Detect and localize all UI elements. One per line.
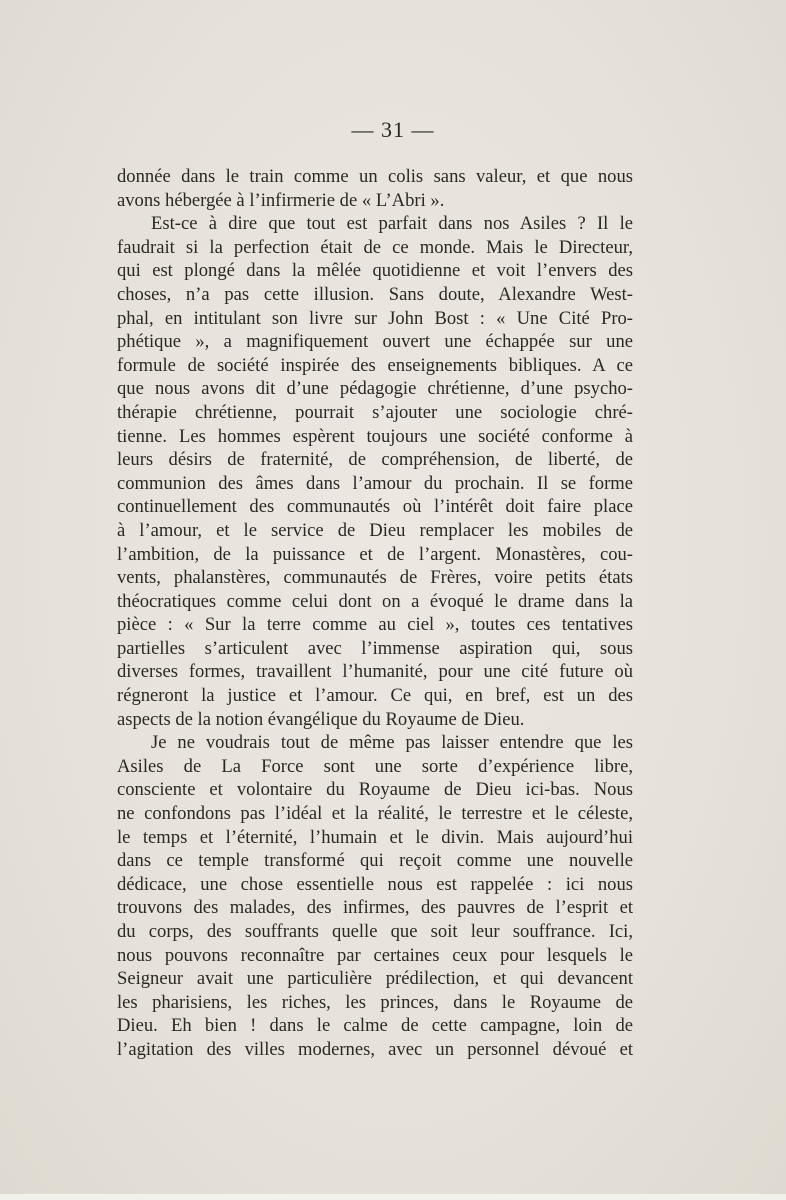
text-line: avons hébergée à l’infirmerie de « L’Abri ». <box>117 189 445 211</box>
text-line: Je ne voudrais tout de même pas laisser entendre que les <box>151 732 633 754</box>
text-line: Asiles de La Force sont une sorte d’expérience libre, <box>117 755 633 777</box>
text-line: formule de société inspirée des enseignements bibliques. A ce <box>117 354 633 376</box>
text-line: que nous avons dit d’une pédagogie chrétienne, d’une psycho- <box>117 378 633 400</box>
text-line: trouvons des malades, des infirmes, des pauvres de l’esprit et <box>117 897 633 919</box>
text-line: dans ce temple transformé qui reçoit comme une nouvelle <box>117 850 633 872</box>
text-line: choses, n’a pas cette illusion. Sans doute, Alexandre West- <box>117 283 633 305</box>
text-line: leurs désirs de fraternité, de compréhension, de liberté, de <box>117 449 633 471</box>
text-line: partielles s’articulent avec l’immense aspiration qui, sous <box>117 637 633 659</box>
text-line: diverses formes, travaillent l’humanité, pour une cité future où <box>117 661 633 683</box>
text-line: régneront la justice et l’amour. Ce qui, en bref, est un des <box>117 685 633 707</box>
text-line: Est-ce à dire que tout est parfait dans nos Asiles ? Il le <box>151 213 633 235</box>
page-number: — 31 — <box>351 117 435 142</box>
text-line: pièce : « Sur la terre comme au ciel », toutes ces tentatives <box>117 614 633 636</box>
text-line: phétique », a magnifiquement ouvert une échappée sur une <box>117 331 633 353</box>
text-line: nous pouvons reconnaître par certaines ceux pour lesquels le <box>117 944 633 966</box>
text-line: ne confondons pas l’idéal et la réalité, le terrestre et le céleste, <box>117 803 633 825</box>
text-line: phal, en intitulant son livre sur John Bost : « Une Cité Pro- <box>117 307 633 329</box>
text-line: thérapie chrétienne, pourrait s’ajouter une sociologie chré- <box>117 401 633 423</box>
text-line: Seigneur avait une particulière prédilection, et qui devancent <box>117 968 633 990</box>
text-line: continuellement des communautés où l’intérêt doit faire place <box>117 496 633 518</box>
body-text <box>117 165 633 1062</box>
text-line: donnée dans le train comme un colis sans valeur, et que nous <box>117 166 633 187</box>
text-line: à l’amour, et le service de Dieu remplacer les mobiles de <box>117 519 633 541</box>
text-line: les pharisiens, les riches, les princes, dans le Royaume de <box>117 991 633 1013</box>
text-line: communion des âmes dans l’amour du prochain. Il se forme <box>117 472 633 494</box>
text-line: faudrait si la perfection était de ce monde. Mais le Directeur, <box>117 236 633 258</box>
text-line: vents, phalanstères, communautés de Frères, voire petits états <box>117 567 633 589</box>
text-line: du corps, des souffrants quelle que soit leur souffrance. Ici, <box>117 921 633 942</box>
text-line: Dieu. Eh bien ! dans le calme de cette campagne, loin de <box>117 1015 633 1037</box>
text-line: l’ambition, de la puissance et de l’argent. Monastères, cou- <box>117 543 633 565</box>
text-line: qui est plongé dans la mêlée quotidienne et voit l’envers des <box>117 260 633 282</box>
text-line: le temps et l’éternité, l’humain et le divin. Mais aujourd’hui <box>117 826 633 848</box>
text-line: l’agitation des villes modernes, avec un personnel dévoué et <box>117 1038 633 1060</box>
page-bottom-edge <box>0 1194 786 1200</box>
text-line: dédicace, une chose essentielle nous est rappelée : ici nous <box>117 873 633 895</box>
text-line: tienne. Les hommes espèrent toujours une société conforme à <box>117 425 633 447</box>
text-line: consciente et volontaire du Royaume de Dieu ici-bas. Nous <box>117 779 633 801</box>
text-line: aspects de la notion évangélique du Royaume de Dieu. <box>117 708 525 730</box>
text-line: théocratiques comme celui dont on a évoqué le drame dans la <box>117 590 633 612</box>
